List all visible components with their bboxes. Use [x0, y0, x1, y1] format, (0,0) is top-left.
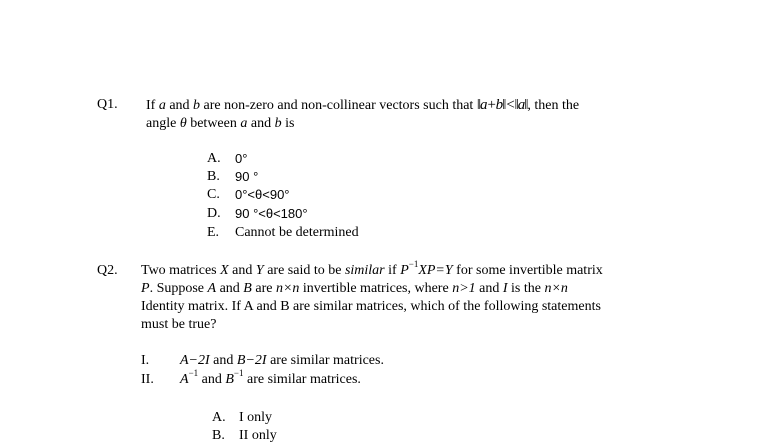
- q1-option-letter: B.: [207, 169, 220, 184]
- q1-option-text: 90 °<θ<180°: [235, 206, 308, 221]
- q2-number: Q2.: [97, 263, 118, 278]
- q2-option-letter: B.: [212, 428, 225, 443]
- q2-text-line3: Identity matrix. If A and B are similar matrices, which of the following statements: [141, 299, 601, 314]
- q1-text-line1: If a and b are non-zero and non-collinear vectors such that ‖a+b‖<‖a‖, then the: [146, 97, 580, 113]
- q2-statement: $A^{-1}$ and $B^{-1}$ are similar matrices.: [180, 368, 361, 387]
- q1-text-line2: angle θ between a and b is: [146, 116, 295, 131]
- q2-text-line2: P. Suppose A and B are n×n invertible matrices, where n>1 and I is the n×n: [141, 281, 568, 296]
- q2-statement-roman: I.: [141, 353, 150, 368]
- q1-number: Q1.: [97, 97, 118, 112]
- q1-option-text: 0°: [235, 151, 248, 166]
- q1-option-letter: E.: [207, 225, 220, 240]
- q1-option-text: Cannot be determined: [235, 225, 359, 240]
- q2-option-text: II only: [239, 428, 277, 443]
- q2-option-letter: A.: [212, 410, 226, 425]
- q1-option-letter: C.: [207, 187, 220, 202]
- q1-option-text: 90 °: [235, 169, 259, 184]
- q1-norm-expression: ‖a+b‖<‖a‖: [476, 97, 528, 113]
- q1-option-letter: A.: [207, 151, 221, 166]
- q2-statement: A−2I and B−2I are similar matrices.: [180, 353, 384, 368]
- q2-statement-roman: II.: [141, 372, 154, 387]
- q1-option-letter: D.: [207, 206, 221, 221]
- q1-option-text: 0°<θ<90°: [235, 187, 290, 202]
- q2-option-text: I only: [239, 410, 273, 425]
- q2-text-line4: must be true?: [141, 317, 217, 332]
- q2-text-line1: Two matrices X and Y are said to be similar if $P^{-1}XP=Y$ for some invertible matrix: [141, 259, 603, 278]
